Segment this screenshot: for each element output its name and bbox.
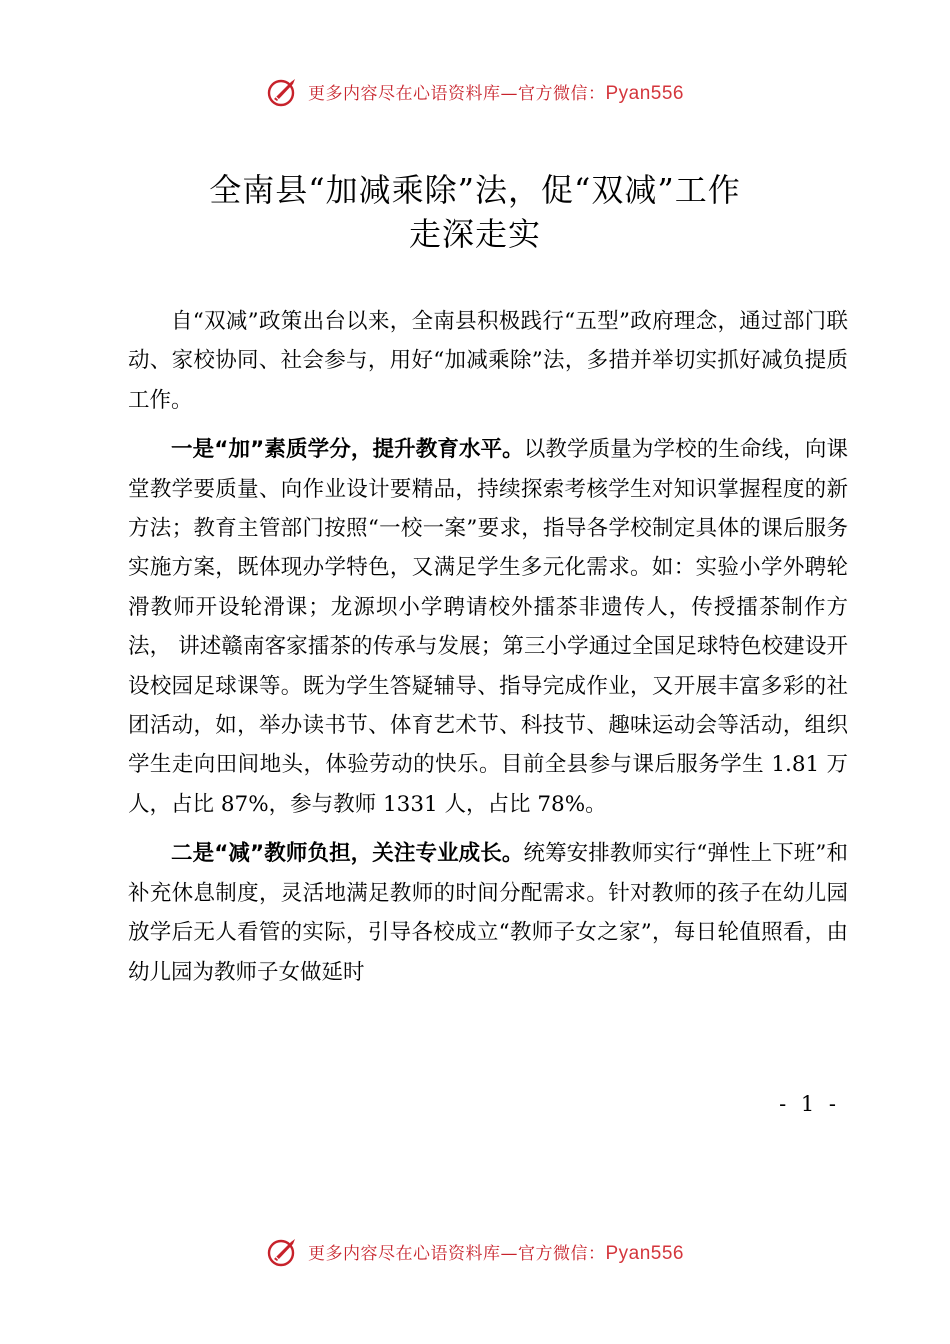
paragraph-text: 自“双减”政策出台以来，全南县积极践行“五型”政府理念，通过部门联动、家校协同、社会参与，用好“加减乘除”法，多措并举切实抓好减负提质工作。 <box>128 309 848 413</box>
page-number: - 1 - <box>779 1092 840 1116</box>
watermark-handle: Pyan556 <box>605 83 684 104</box>
page-title <box>100 168 850 256</box>
watermark-text: 更多内容尽在心语资料库—官方微信：Pyan556 <box>307 1243 684 1264</box>
paragraph-reduce <box>128 834 848 992</box>
paragraph-lead: 二是“减”教师负担，关注专业成长。 <box>171 841 524 867</box>
paragraph-add <box>128 430 848 824</box>
title-line-1: 全南县“加减乘除”法，促“双减”工作 <box>209 171 741 209</box>
watermark-text: 更多内容尽在心语资料库—官方微信：Pyan556 <box>307 83 684 104</box>
paragraph-text: 以教学质量为学校的生命线，向课堂教学要质量、向作业设计要精品，持续探索考核学生对知识掌握程度的新方法；教育主管部门按照“一校一案”要求，指导各学校制定具体的课后服务实施方案，既体现办学特色，又满足学生多元化需求。如：实验小学外聘轮滑教师开设轮滑课；龙源坝小学聘请校外擂茶非遗传人，传授擂茶制作方法， 讲述赣南客家擂茶的传承与发展；第三小学通过全国足球特色校建设开设校园足球课等。既为学生答疑辅导、指导完成作业，又开展丰富多彩的社团活动，如，举办读书节、体育艺术节、科技节、趣味运动会等活动，组织学生走向田间地头，体验劳动的快乐。目前全县参与课后服务学生 1.81 万人，占比 87%，参与教师 1331 人，占比 78%。 <box>128 437 848 817</box>
title-line-2: 走深走实 <box>408 215 541 253</box>
document-body <box>128 302 848 992</box>
watermark-banner-top <box>0 72 950 112</box>
watermark-banner-bottom <box>0 1232 950 1272</box>
paragraph-intro <box>128 302 848 420</box>
paragraph-lead: 一是“加”素质学分，提升教育水平。 <box>171 437 524 463</box>
watermark-handle: Pyan556 <box>605 1243 684 1264</box>
paragraph-text: 统筹安排教师实行“弹性上下班”和补充休息制度，灵活地满足教师的时间分配需求。针对教师的孩子在幼儿园放学后无人看管的实际，引导各校成立“教师子女之家”，每日轮值照看，由幼儿园为教师子女做延时 <box>128 841 848 985</box>
pen-logo-icon <box>266 1235 300 1269</box>
pen-logo-icon <box>266 75 300 109</box>
